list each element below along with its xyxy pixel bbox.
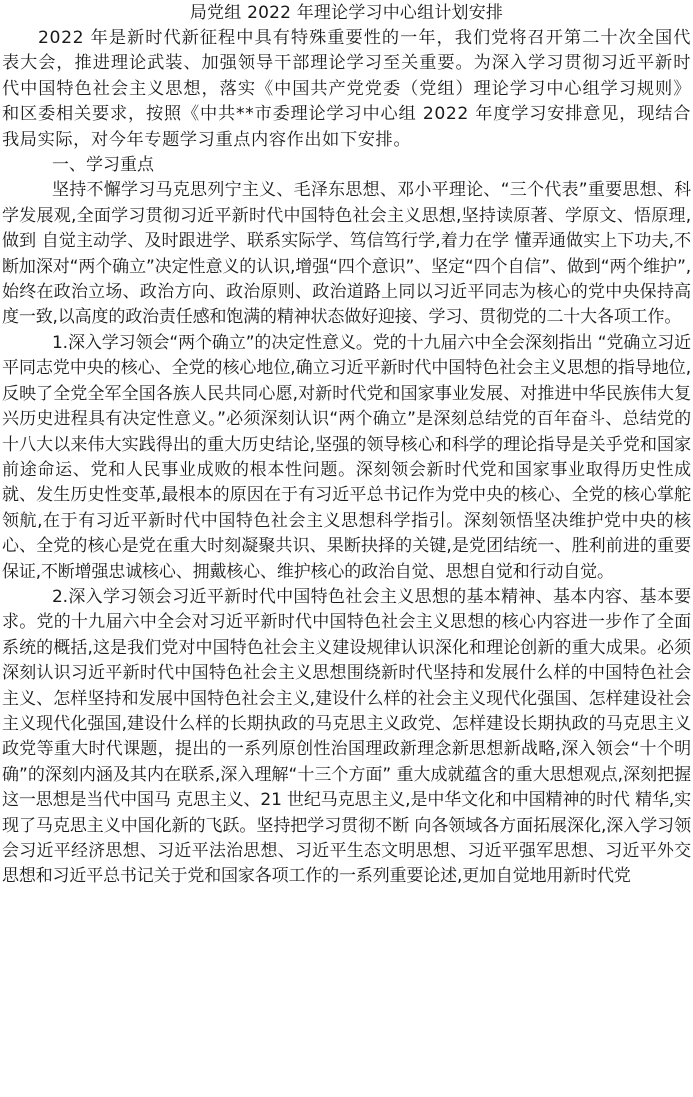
intro-paragraph: 2022 年是新时代新征程中具有特殊重要性的一年，我们党将召开第二十次全国代表大会，推进理论武装、加强领导干部理论学习至关重要。为深入学习贯彻习近平新时代中国特色社会主义思想，落实《中国共产党党委（党组）理论学习中心组学习规则》和区委相关要求，按照《中共**市委理论学习中心组 2022 年度学习安排意见，现结合我局实际，对今年专题学习重点内容作出如下安排。 — [2, 28, 691, 150]
item-2-paragraph: 2.深入学习领会习近平新时代中国特色社会主义思想的基本精神、基本内容、基本要求。党的十九届六中全会对习近平新时代中国特色社会主义思想的核心内容进一步作了全面系统的概括,这是我们党对中国特色社会主义建设规律认识深化和理论创新的重大成果。必须深刻认识习近平新时代中国特色社会主义思想围绕新时代坚持和发展什么样的中国特色社会主义、怎样坚持和发展中国特色社会主义,建设什么样的社会主义现代化强国、怎样建设社会主义现代化强国,建设什么样的长期执政的马克思主义政党、怎样建设长期执政的马克思主义政党等重大时代课题，提出的一系列原创性治国理政新理念新思想新战略,深入领会“十个明确”的深刻内涵及其内在联系,深入理解“十三个方面” 重大成就蕴含的重大思想观点,深刻把握这一思想是当代中国马 克思主义、21 世纪马克思主义,是中华文化和中国精神的时代 精华,实现了马克思主义中国化新的飞跃。坚持把学习贯彻不断 向各领域各方面拓展深化,深入学习领会习近平经济思想、习近平法治思想、习近平生态文明思想、习近平强军思想、习近平外交思想和习近平总书记关于党和国家各项工作的一系列重要论述,更加自觉地用新时代党 — [2, 586, 691, 887]
section-heading-study-focus: 一、学习重点 — [52, 155, 154, 176]
study-focus-paragraph: 坚持不懈学习马克思列宁主义、毛泽东思想、邓小平理论、“三个代表”重要思想、科学发展观,全面学习贯彻习近平新时代中国特色社会主义思想,坚持读原著、学原文、悟原理,做到 自觉主动学、及时跟进学、联系实际学、笃信笃行学,着力在学 懂弄通做实上下功夫,不断加深对“两个确立”决定性意义的认识,增强“四个意识”、坚定“四个自信”、做到“两个维护”, 始终在政治立场、政治方向、政治原则、政治道路上同以习近平同志为核心的党中央保持高度一致,以高度的政治责任感和饱满的精神状态做好迎接、学习、贯彻党的二十大各项工作。 — [2, 180, 691, 328]
document-title: 局党组 2022 年理论学习中心组计划安排 — [189, 3, 504, 23]
item-1-paragraph: 1.深入学习领会“两个确立”的决定性意义。党的十九届六中全会深刻指出 “党确立习近平同志党中央的核心、全党的核心地位,确立习近平新时代中国特色社会主义思想的指导地位,反映了全党全军全国各族人民共同心愿,对新时代党和国家事业发展、对推进中华民族伟大复兴历史进程具有决定性意义。”必须深刻认识“两个确立”是深刻总结党的百年奋斗、总结党的十八大以来伟大实践得出的重大历史结论,坚强的领导核心和科学的理论指导是关乎党和国家前途命运、党和人民事业成败的根本性问题。深刻领会新时代党和国家事业取得历史性成就、发生历史性变革,最根本的原因在于有习近平总书记作为党中央的核心、全党的核心掌舵领航,在于有习近平新时代中国特色社会主义思想科学指引。深刻领悟坚决维护党中央的核心、全党的核心是党在重大时刻凝聚共识、果断抉择的关键,是党团结统一、胜利前进的重要保证,不断增强忠诚核心、拥戴核心、维护核心的政治自觉、思想自觉和行动自觉。 — [2, 332, 691, 582]
